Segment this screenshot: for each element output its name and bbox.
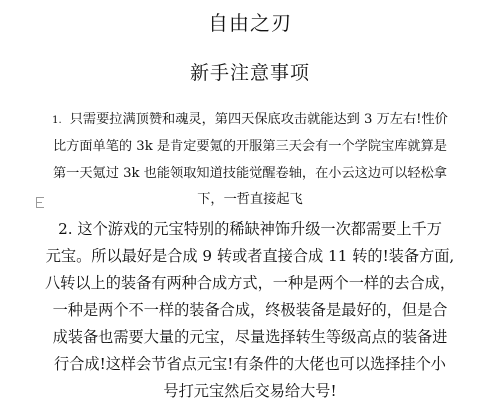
- document-subtitle: 新手注意事项: [189, 62, 310, 84]
- paragraph-1-number: 1.: [52, 115, 62, 126]
- paragraph-2-line-2: 元宝。所以最好是合成 9 转或者直接合成 11 转的!装备方面,: [45, 247, 455, 265]
- paragraph-1-line-4: 下，一哲直接起飞: [197, 192, 303, 207]
- margin-marker-icon: [36, 197, 44, 208]
- paragraph-1-line-2: 比方面单笔的 3k 是肯定要氪的开服第三天会有一个学院宝库就算是: [52, 139, 447, 154]
- document-title: 自由之刃: [208, 11, 292, 35]
- paragraph-1-line-1: [0, 111, 500, 130]
- paragraph-2-line-1: 2. 这个游戏的元宝特别的稀缺神饰升级一次都需要上千万: [58, 220, 442, 238]
- paragraph-1-line-1-text: 只需要拉满顶赞和魂灵，第四天保底攻击就能达到 3 万左右!性价: [69, 112, 448, 127]
- paragraph-2-line-7: 号打元宝然后交易给大号!: [163, 382, 337, 400]
- paragraph-2-line-5: 成装备也需要大量的元宝，尽量选择转生等级高点的装备进: [52, 328, 448, 346]
- paragraph-2-line-3: 八转以上的装备有两种合成方式，一种是两个一样的去合成，: [44, 274, 456, 292]
- paragraph-2-line-4: 一种是两个不一样的装备合成，终极装备是最好的，但是合: [52, 301, 448, 319]
- paragraph-2-line-6: 行合成!这样会节省点元宝!有条件的大佬也可以选择挂个小: [54, 355, 446, 373]
- paragraph-1-line-3: 第一天氪过 3k 也能领取知道技能觉醒卷轴，在小云这边可以轻松拿: [52, 166, 447, 181]
